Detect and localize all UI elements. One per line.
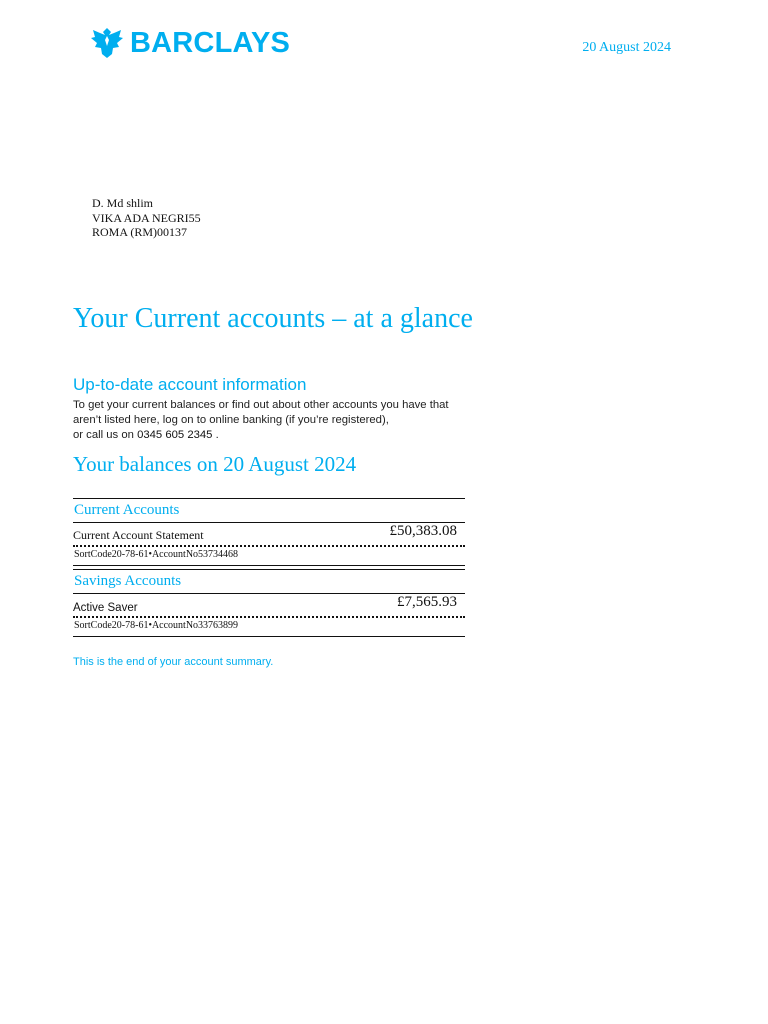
balances-heading: Your balances on 20 August 2024: [73, 452, 357, 476]
section-heading-savings: Savings Accounts: [74, 573, 182, 589]
address-line-city: ROMA (RM)00137: [92, 225, 188, 239]
account-balance: £50,383.08: [389, 523, 457, 539]
info-line-1: To get your current balances or find out about other accounts you have that: [73, 399, 449, 411]
account-details: SortCode20-78-61•AccountNo53734468: [74, 549, 239, 560]
info-line-2: aren’t listed here, log on to online banking (if you’re registered),: [73, 414, 389, 426]
page-title: Your Current accounts – at a glance: [73, 303, 473, 334]
balances-table: [73, 498, 465, 637]
account-row-savings: [73, 594, 465, 616]
statement-date: 20 August 2024: [582, 40, 671, 55]
address-line-name: D. Md shlim: [92, 196, 154, 210]
account-name: Current Account Statement: [73, 528, 204, 542]
info-line-3-prefix: or call us on: [73, 429, 138, 441]
account-row-current: [73, 523, 465, 545]
eagle-icon: [90, 26, 124, 60]
brand-name: BARCLAYS: [130, 26, 291, 59]
info-heading: Up-to-date account information: [73, 375, 307, 394]
barclays-logo: [90, 26, 290, 60]
info-line-3: [73, 428, 449, 443]
section-heading-current: Current Accounts: [74, 502, 180, 518]
account-details: SortCode20-78-61•AccountNo33763899: [74, 620, 239, 631]
account-name: Active Saver: [73, 602, 138, 614]
end-note: This is the end of your account summary.: [73, 656, 274, 668]
divider: [73, 636, 465, 637]
recipient-address: [92, 196, 201, 240]
address-line-street: VIKA ADA NEGRI55: [92, 210, 201, 225]
info-text: [73, 398, 449, 443]
phone-number: 0345 605 2345: [137, 429, 213, 441]
account-balance: £7,565.93: [397, 594, 457, 610]
info-line-3-suffix: .: [212, 429, 219, 441]
